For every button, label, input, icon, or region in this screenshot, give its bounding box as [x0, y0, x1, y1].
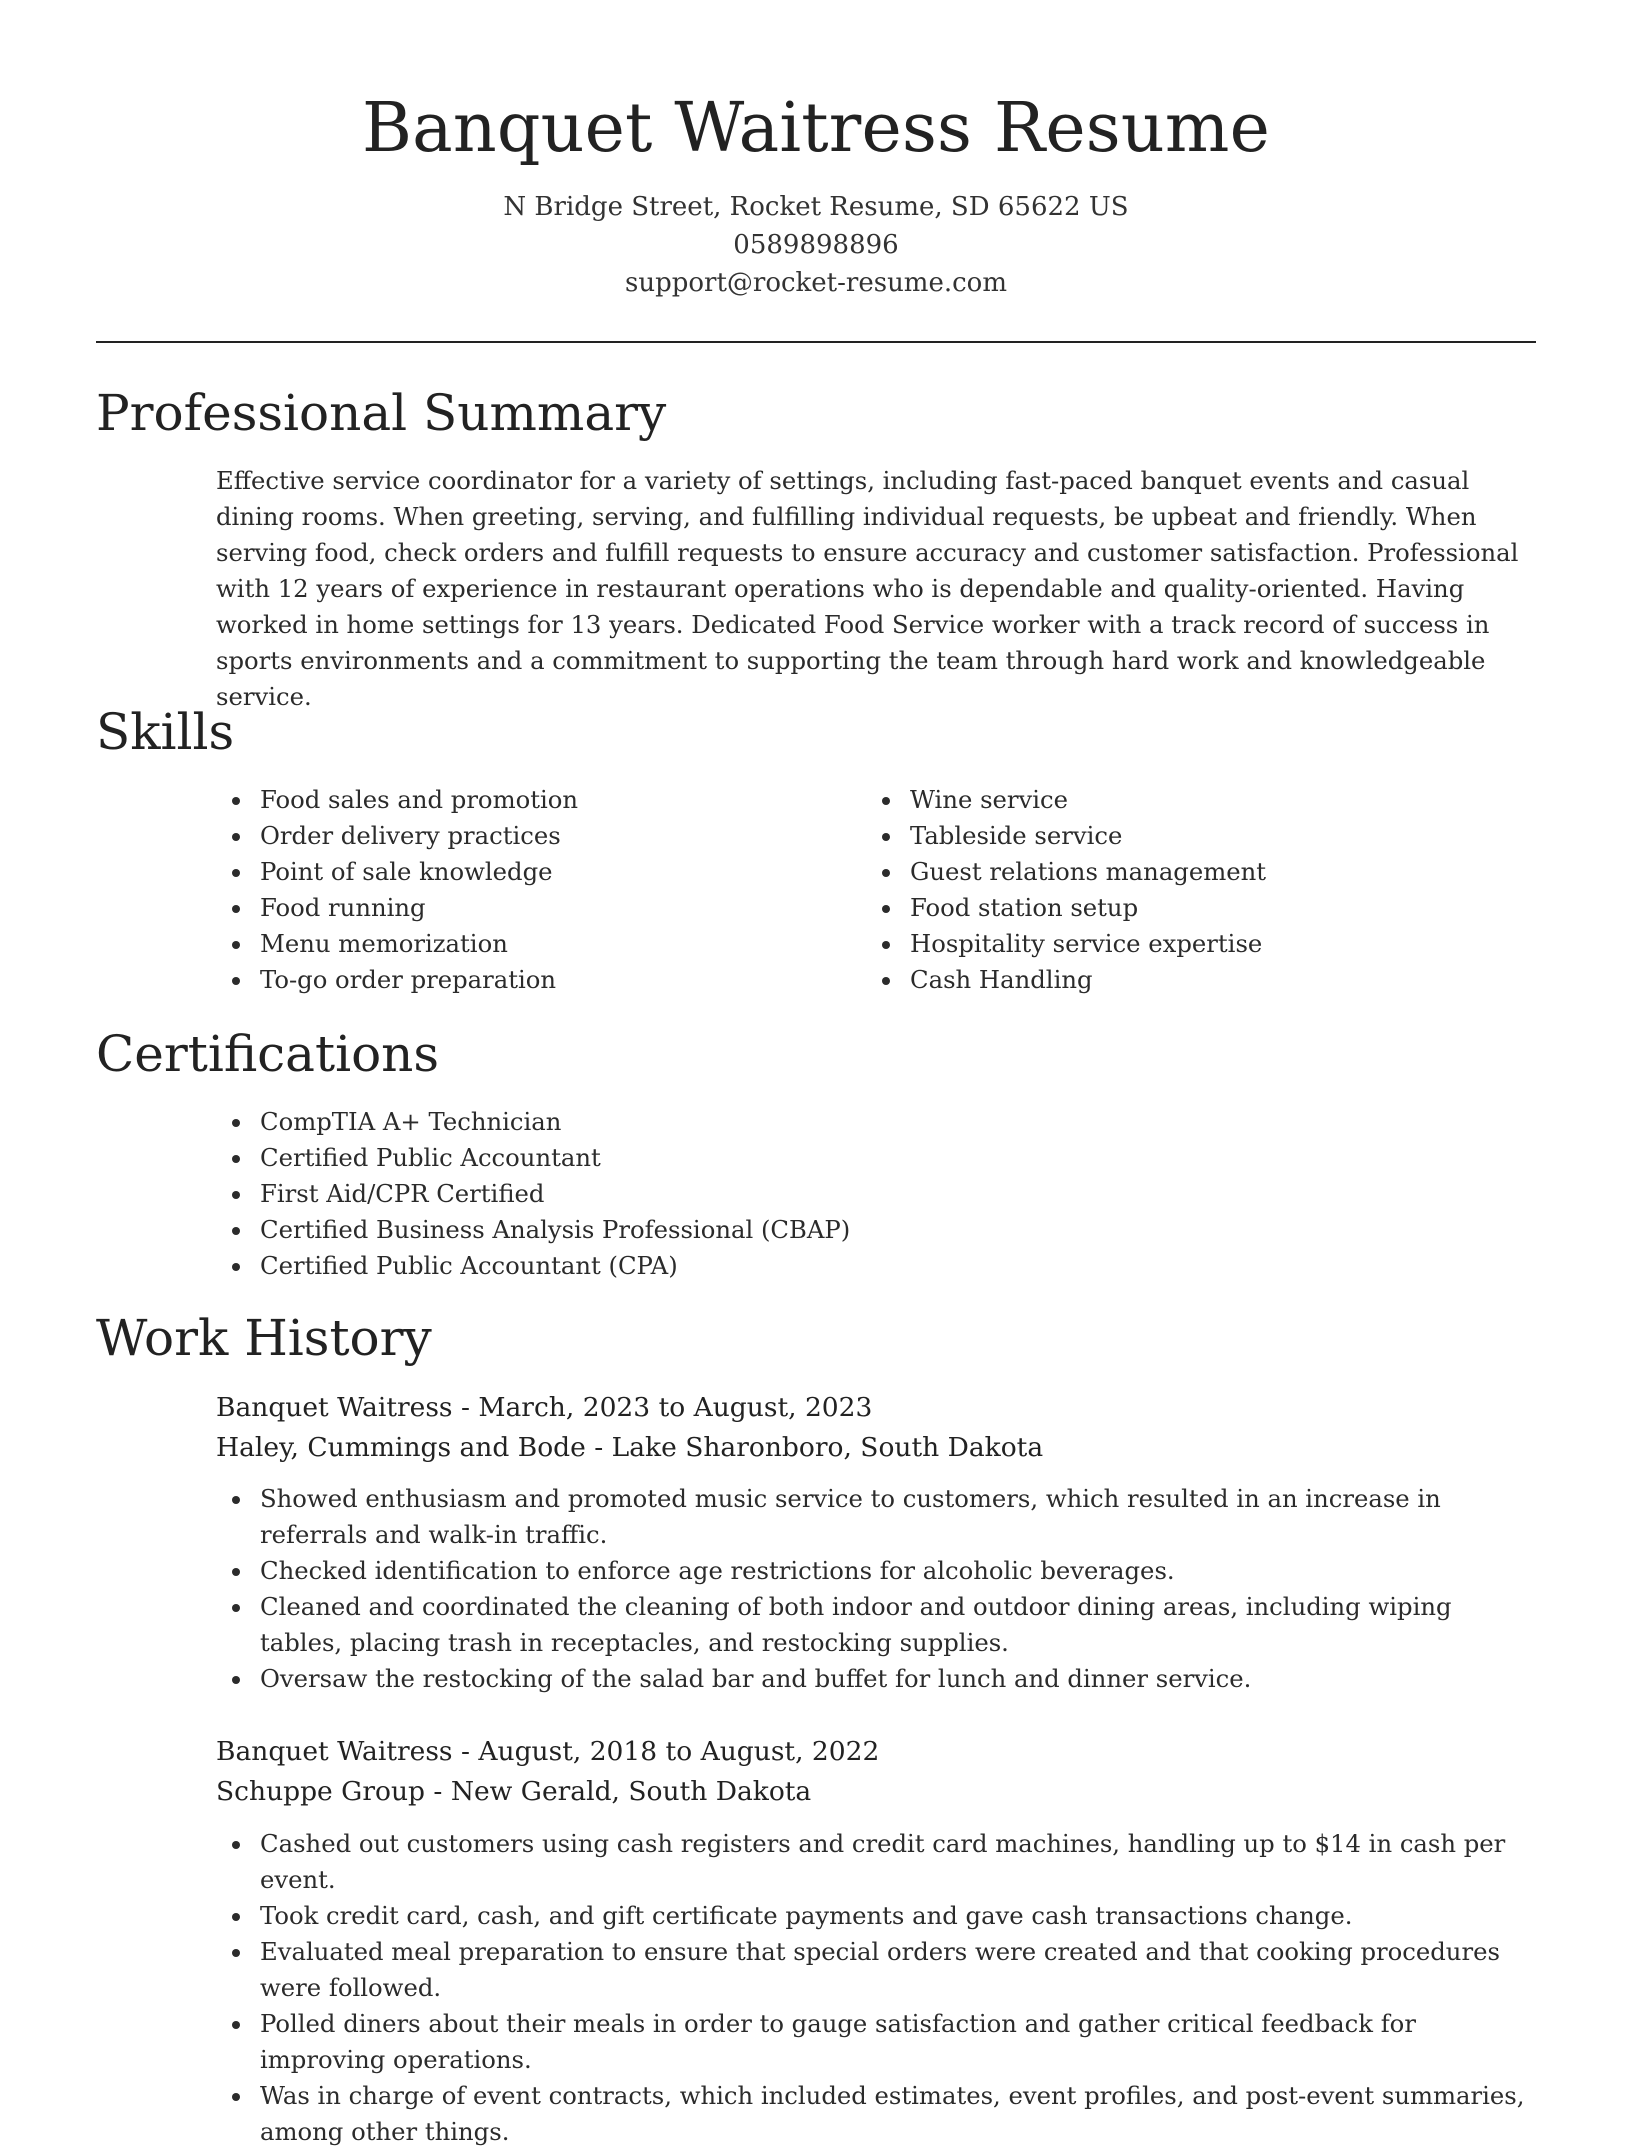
job-separator: - [425, 1776, 451, 1807]
list-item: Cashed out customers using cash registers and credit card machines, handling up to $14 in cash per event. [216, 1826, 1536, 1898]
list-item: Showed enthusiasm and promoted music service to customers, which resulted in an increase in referrals and walk-in traffic. [216, 1481, 1536, 1553]
contact-address: N Bridge Street, Rocket Resume, SD 65622 US [503, 192, 1129, 222]
contact-email: support@rocket-resume.com [624, 268, 1007, 298]
skills-list-right [866, 782, 1266, 998]
list-item: Certified Public Accountant (CPA) [216, 1248, 850, 1284]
job-title: Banquet Waitress [216, 1392, 453, 1423]
list-item: Hospitality service expertise [866, 926, 1266, 962]
list-item: Took credit card, cash, and gift certificate payments and gave cash transactions change. [216, 1898, 1536, 1934]
job-company: Schuppe Group [216, 1776, 425, 1807]
section-title-summary: Professional Summary [96, 384, 667, 442]
resume-title: Banquet Waitress Resume [361, 89, 1271, 168]
header-divider [96, 341, 1536, 343]
job-title: Banquet Waitress [216, 1736, 453, 1767]
job-separator: - [452, 1736, 479, 1767]
list-item: Cash Handling [866, 962, 1266, 998]
job-company-line [216, 1428, 1043, 1468]
list-item: Certified Business Analysis Professional (CBAP) [216, 1212, 850, 1248]
list-item: Food station setup [866, 890, 1266, 926]
list-item: Food running [216, 890, 578, 926]
job-bullets [216, 1826, 1536, 2150]
list-item: Evaluated meal preparation to ensure that special orders were created and that cooking procedures were followed. [216, 1934, 1536, 2006]
job-dates: August, 2018 to August, 2022 [478, 1736, 880, 1767]
list-item: Polled diners about their meals in order to gauge satisfaction and gather critical feedback for improving operations. [216, 2006, 1536, 2078]
list-item: To-go order preparation [216, 962, 578, 998]
list-item: Guest relations management [866, 854, 1266, 890]
job-location: New Gerald, South Dakota [450, 1776, 812, 1807]
job-dates: March, 2023 to August, 2023 [478, 1392, 873, 1423]
job-bullets [216, 1481, 1536, 1697]
job-separator: - [585, 1432, 612, 1463]
list-item: Wine service [866, 782, 1266, 818]
list-item: Cleaned and coordinated the cleaning of both indoor and outdoor dining areas, including wiping tables, placing trash in receptacles, and restocking supplies. [216, 1589, 1536, 1661]
job-bullet-list [216, 1481, 1536, 1697]
job-title-line [216, 1732, 879, 1772]
skills-column-right [866, 782, 1266, 998]
list-item: Certified Public Accountant [216, 1140, 850, 1176]
section-title-work-history: Work History [96, 1309, 432, 1367]
list-item: Tableside service [866, 818, 1266, 854]
list-item: Food sales and promotion [216, 782, 578, 818]
skills-column-left [216, 782, 578, 998]
section-title-certifications: Certifications [96, 1025, 440, 1083]
certifications-list [216, 1104, 850, 1284]
section-title-skills: Skills [96, 703, 235, 761]
resume-header [96, 84, 1536, 302]
list-item: Menu memorization [216, 926, 578, 962]
job-location: Lake Sharonboro, South Dakota [611, 1432, 1044, 1463]
certifications-column [216, 1104, 850, 1284]
list-item: Checked identification to enforce age restrictions for alcoholic beverages. [216, 1553, 1536, 1589]
list-item: Was in charge of event contracts, which included estimates, event profiles, and post-event summaries, among other things. [216, 2078, 1536, 2150]
list-item: Order delivery practices [216, 818, 578, 854]
job-company: Haley, Cummings and Bode [216, 1432, 586, 1463]
contact-phone: 0589898896 [733, 230, 899, 260]
list-item: First Aid/CPR Certified [216, 1176, 850, 1212]
contact-block [96, 188, 1536, 302]
skills-list-left [216, 782, 578, 998]
list-item: Oversaw the restocking of the salad bar and buffet for lunch and dinner service. [216, 1661, 1536, 1697]
summary-text: Effective service coordinator for a variety of settings, including fast-paced banquet events and casual dining rooms. When greeting, serving, and fulfilling individual requests, be upbeat and friendly. When serving food, check orders and fulfill requests to ensure accuracy and customer satisfaction. Professional with 12 years of experience in restaurant operations who is dependable and quality-oriented. Having worked in home settings for 13 years. Dedicated Food Service worker with a track record of success in sports environments and a commitment to supporting the team through hard work and knowledgeable service. [216, 466, 1519, 711]
list-item: Point of sale knowledge [216, 854, 578, 890]
list-item: CompTIA A+ Technician [216, 1104, 850, 1140]
job-separator: - [452, 1392, 479, 1423]
job-bullet-list [216, 1826, 1536, 2150]
job-company-line [216, 1772, 811, 1812]
job-title-line [216, 1388, 872, 1428]
